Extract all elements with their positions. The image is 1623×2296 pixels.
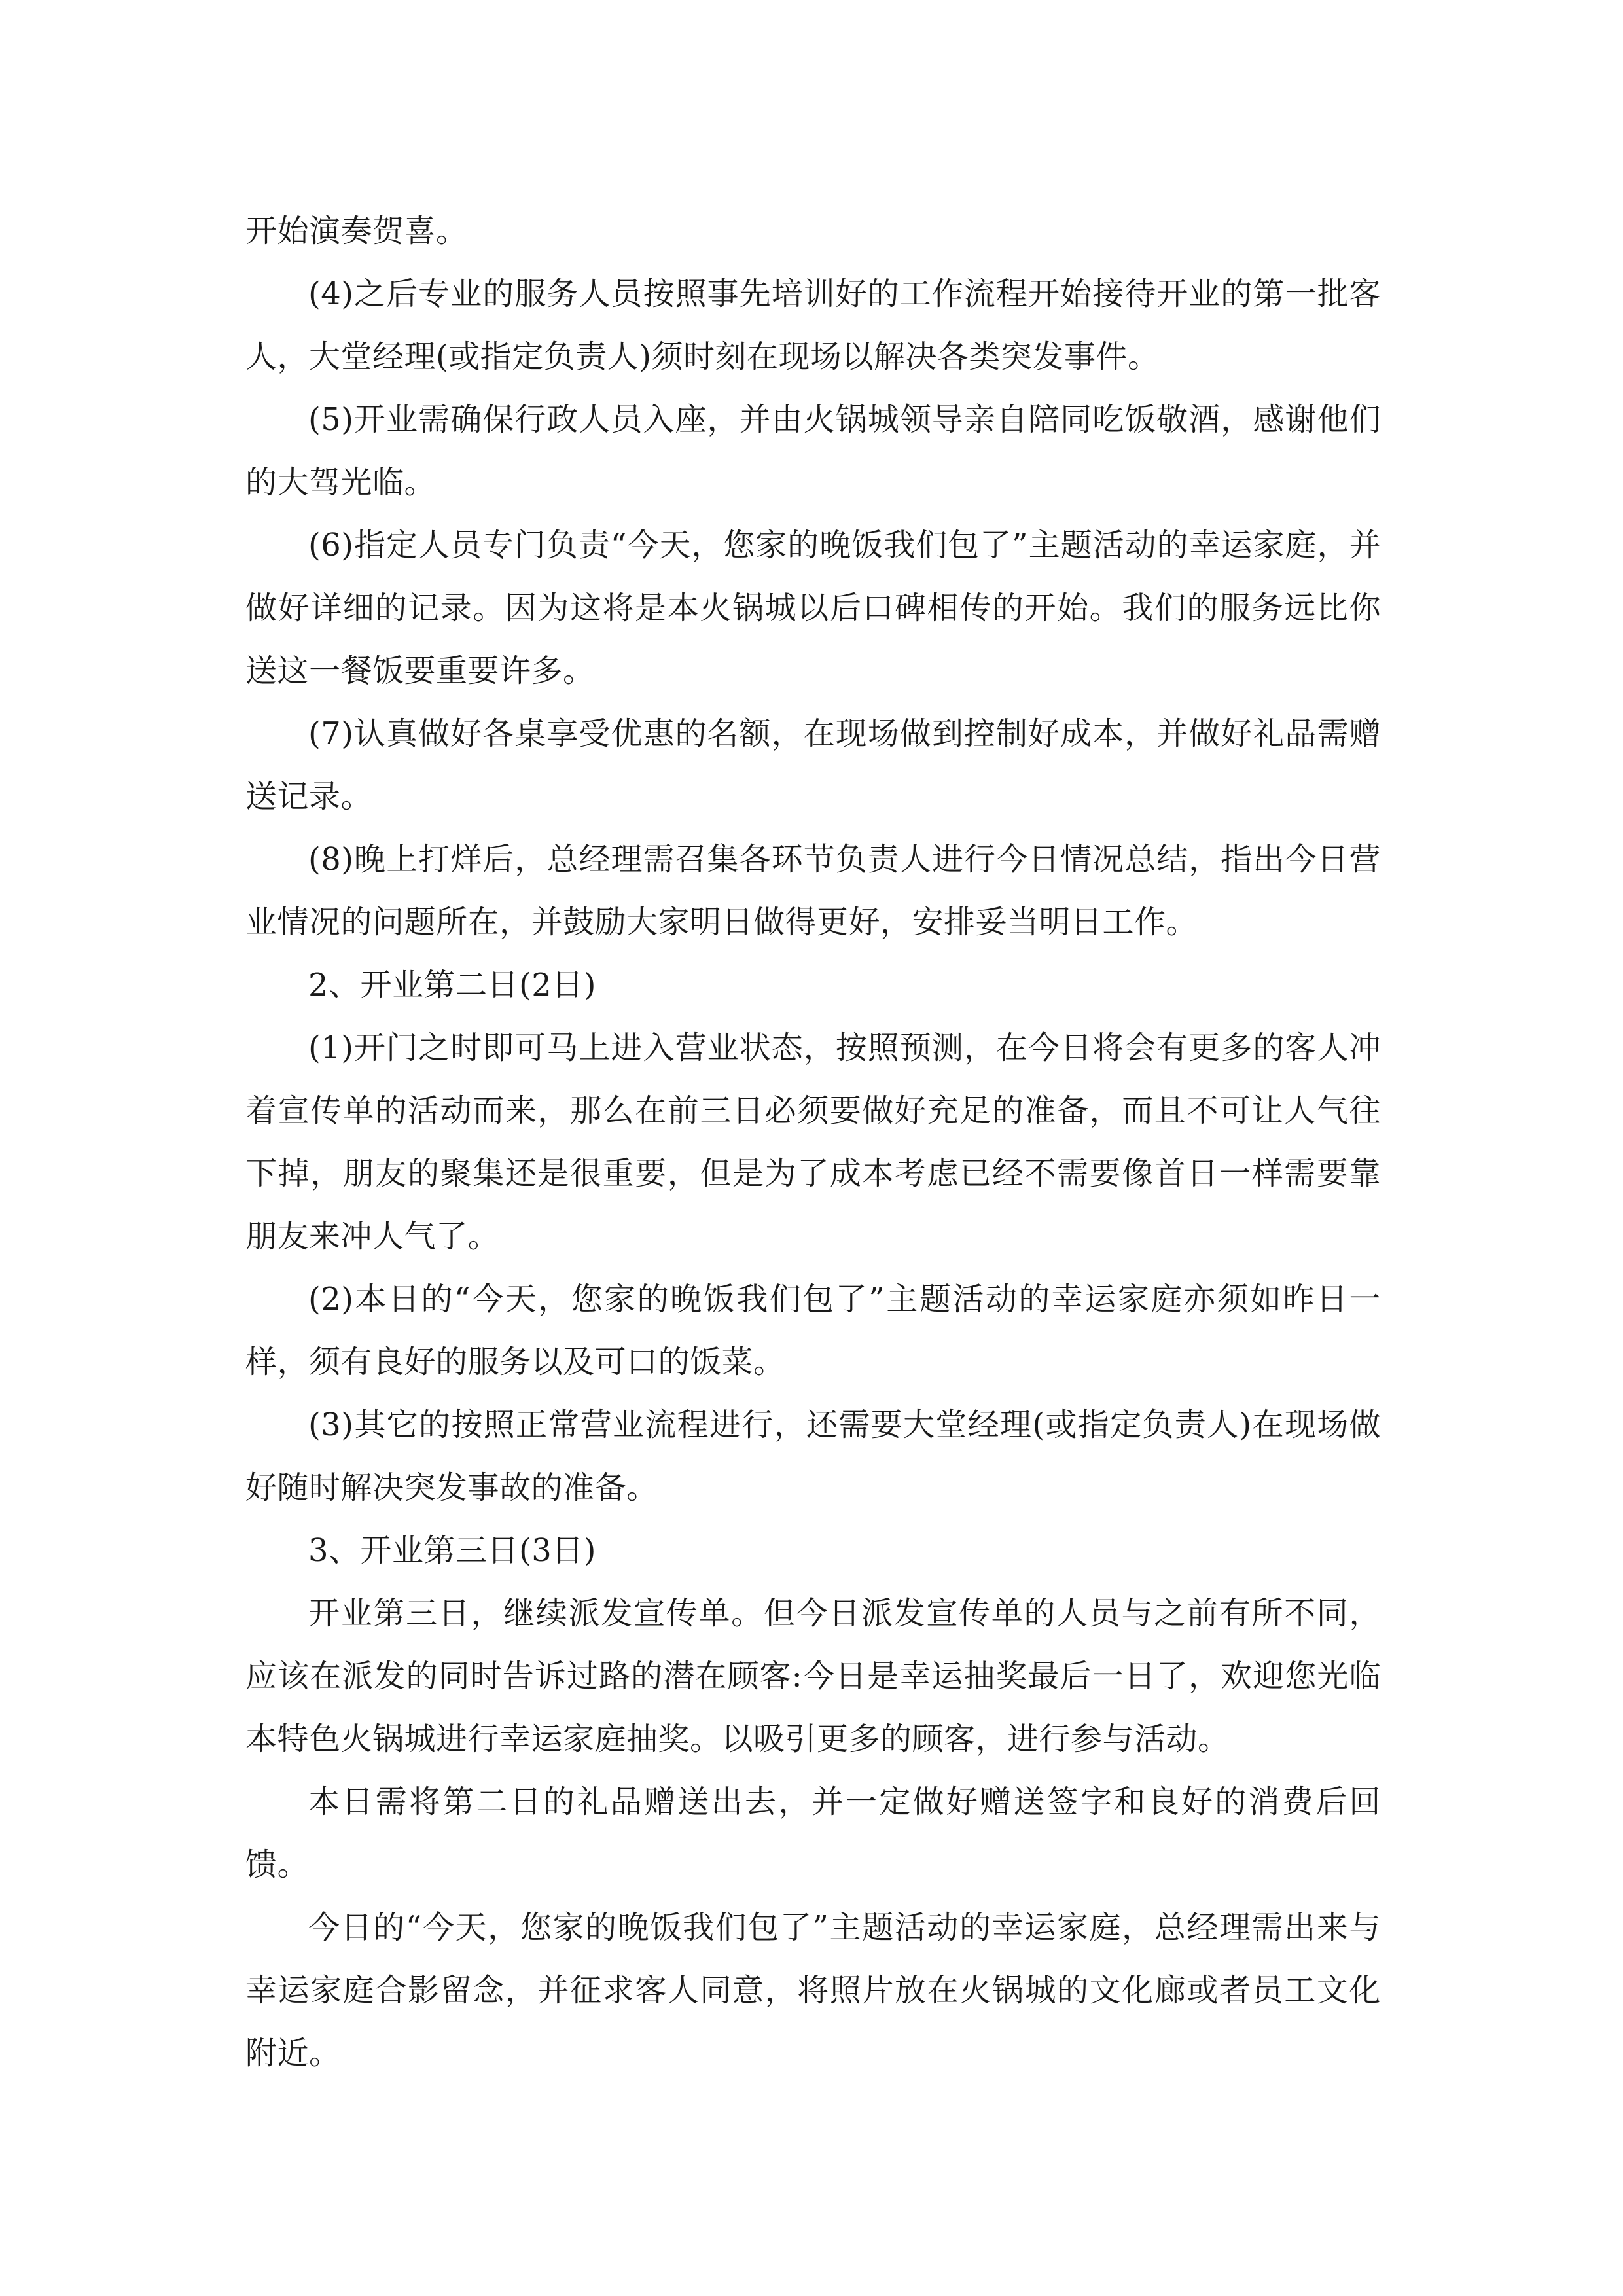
- paragraph-item-7: (7)认真做好各桌享受优惠的名额，在现场做到控制好成本，并做好礼品需赠送记录。: [245, 715, 1381, 815]
- paragraph-continuation: 开始演奏贺喜。: [245, 213, 468, 249]
- paragraph-day2-item-3: (3)其它的按照正常营业流程进行，还需要大堂经理(或指定负责人)在现场做好随时解决突发事故的准备。: [245, 1407, 1381, 1506]
- paragraph-day3-photo: 今日的“今天，您家的晚饭我们包了”主题活动的幸运家庭，总经理需出来与幸运家庭合影留念，并征求客人同意，将照片放在火锅城的文化廊或者员工文化附近。: [245, 1909, 1381, 2072]
- paragraph-item-4: (4)之后专业的服务人员按照事先培训好的工作流程开始接待开业的第一批客人，大堂经理(或指定负责人)须时刻在现场以解决各类突发事件。: [245, 276, 1381, 375]
- section-heading-day-3: 3、开业第三日(3日): [308, 1532, 597, 1569]
- paragraph-day3-gifts: 本日需将第二日的礼品赠送出去，并一定做好赠送签字和良好的消费后回馈。: [245, 1784, 1381, 1883]
- document-body: [245, 200, 1381, 2085]
- paragraph-item-6: (6)指定人员专门负责“今天，您家的晚饭我们包了”主题活动的幸运家庭，并做好详细的记录。因为这将是本火锅城以后口碑相传的开始。我们的服务远比你送这一餐饭要重要许多。: [245, 527, 1381, 689]
- paragraph-item-5: (5)开业需确保行政人员入座，并由火锅城领导亲自陪同吃饭敬酒，感谢他们的大驾光临。: [245, 401, 1381, 501]
- section-heading-day-2: 2、开业第二日(2日): [308, 967, 597, 1003]
- paragraph-day2-item-1: (1)开门之时即可马上进入营业状态，按照预测，在今日将会有更多的客人冲着宣传单的活动而来，那么在前三日必须要做好充足的准备，而且不可让人气往下掉，朋友的聚集还是很重要，但是为了成本考虑已经不需要像首日一样需要靠朋友来冲人气了。: [245, 1030, 1381, 1255]
- paragraph-day2-item-2: (2)本日的“今天，您家的晚饭我们包了”主题活动的幸运家庭亦须如昨日一样，须有良好的服务以及可口的饭菜。: [245, 1281, 1381, 1380]
- paragraph-item-8: (8)晚上打烊后，总经理需召集各环节负责人进行今日情况总结，指出今日营业情况的问题所在，并鼓励大家明日做得更好，安排妥当明日工作。: [245, 841, 1381, 941]
- paragraph-day3-flyers: 开业第三日，继续派发宣传单。但今日派发宣传单的人员与之前有所不同，应该在派发的同时告诉过路的潜在顾客:今日是幸运抽奖最后一日了，欢迎您光临本特色火锅城进行幸运家庭抽奖。以吸引更多的顾客，进行参与活动。: [245, 1595, 1381, 1757]
